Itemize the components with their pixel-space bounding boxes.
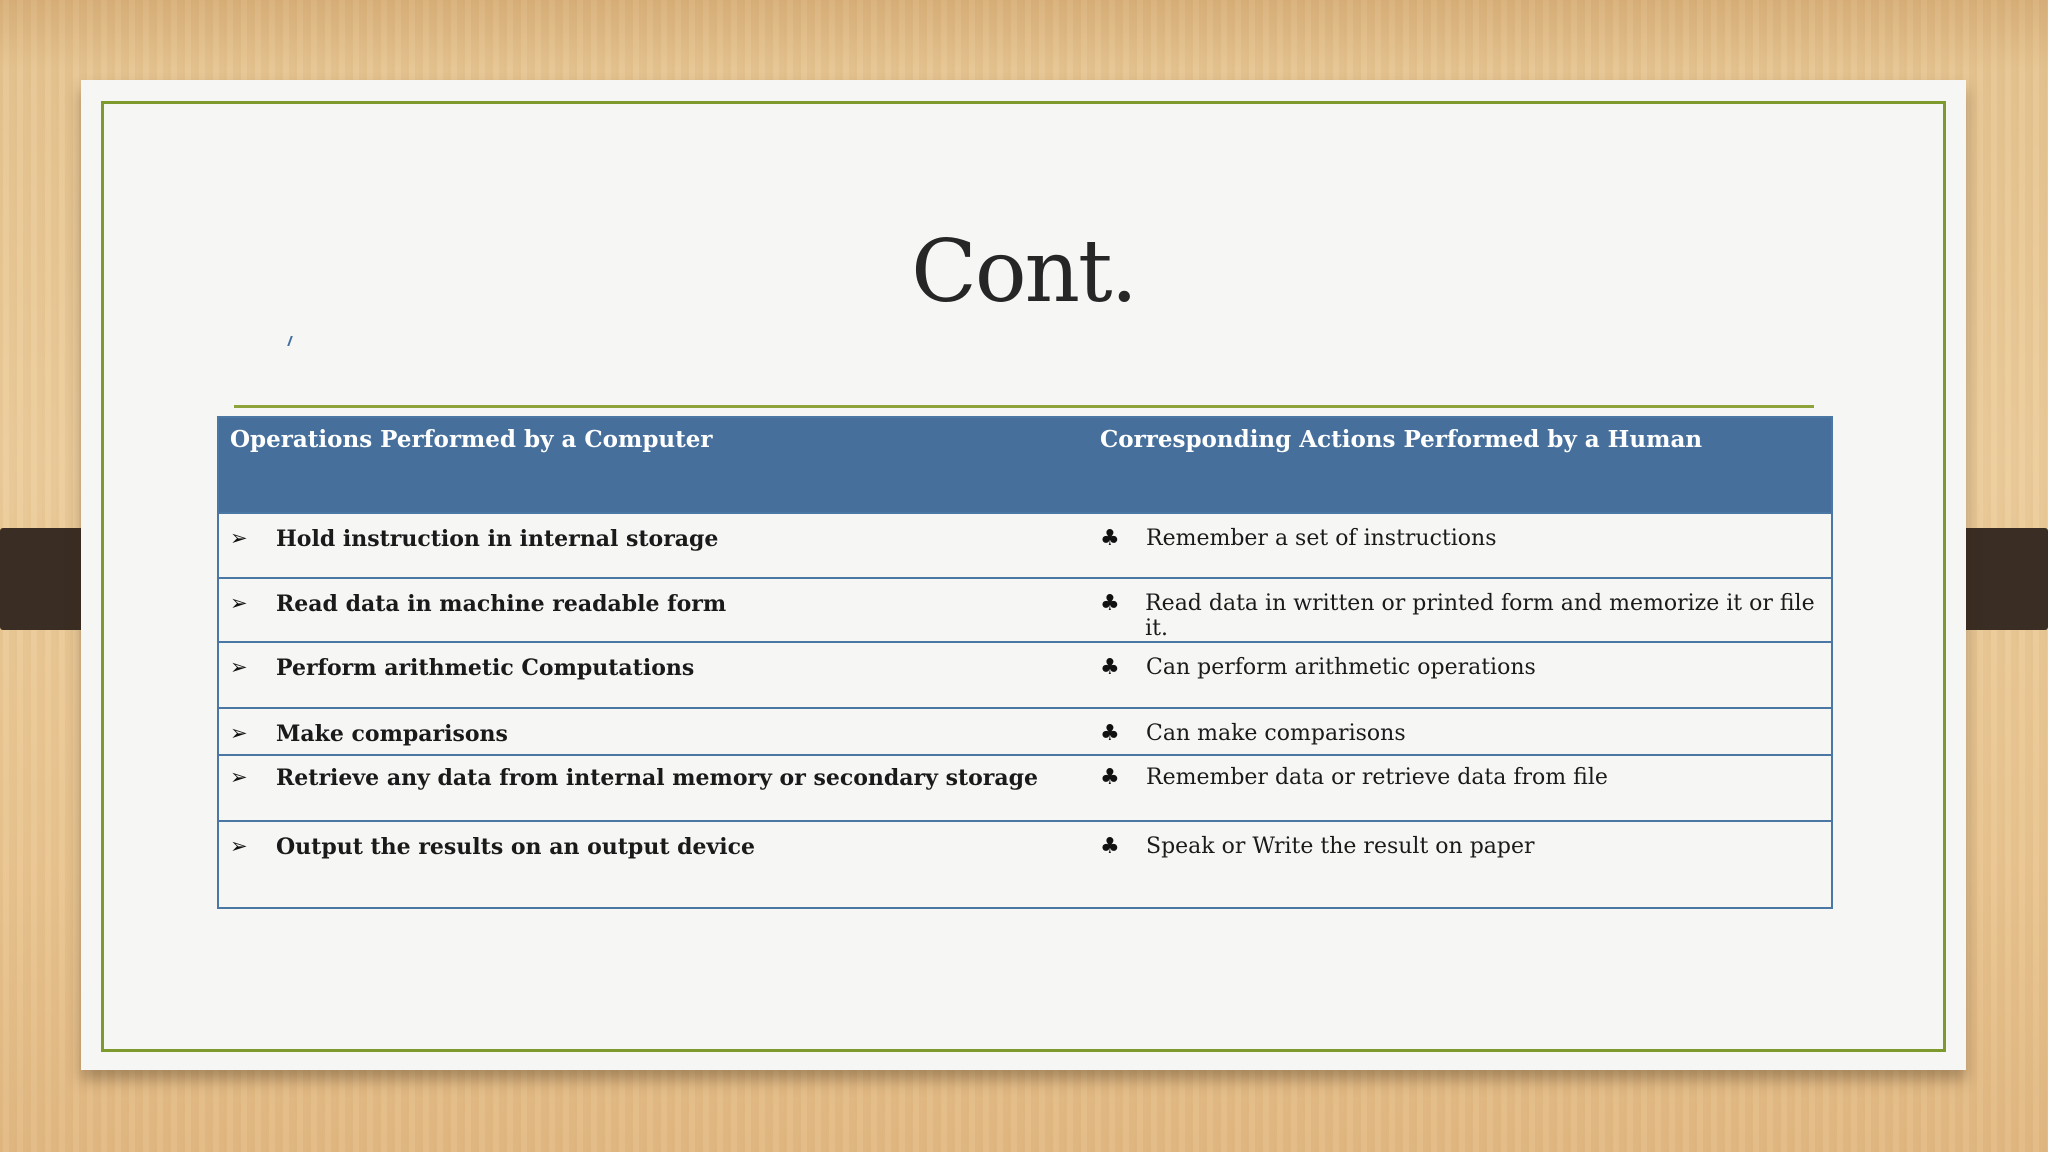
computer-operation: Retrieve any data from internal memory or secondary storage bbox=[276, 765, 1039, 791]
club-bullet-icon: ♣ bbox=[1100, 655, 1120, 680]
club-bullet-icon: ♣ bbox=[1100, 526, 1120, 551]
computer-operation: Hold instruction in internal storage bbox=[276, 526, 719, 552]
table-row bbox=[218, 755, 1832, 821]
table-row bbox=[218, 513, 1832, 578]
computer-operation: Output the results on an output device bbox=[276, 834, 756, 860]
human-action: Can make comparisons bbox=[1146, 721, 1406, 746]
slide-title: Cont. bbox=[911, 222, 1136, 322]
table-row bbox=[218, 708, 1832, 755]
arrow-bullet-icon: ➢ bbox=[230, 765, 248, 789]
table-header-row bbox=[218, 417, 1832, 513]
table-row bbox=[218, 821, 1832, 908]
club-bullet-icon: ♣ bbox=[1100, 765, 1120, 790]
arrow-bullet-icon: ➢ bbox=[230, 655, 248, 679]
computer-operation: Read data in machine readable form bbox=[276, 591, 727, 617]
title-divider bbox=[234, 405, 1814, 408]
human-action: Speak or Write the result on paper bbox=[1146, 834, 1535, 859]
header-computer-operations: Operations Performed by a Computer bbox=[218, 417, 1089, 513]
arrow-bullet-icon: ➢ bbox=[230, 591, 248, 615]
table-row bbox=[218, 578, 1832, 642]
human-action: Remember data or retrieve data from file bbox=[1146, 765, 1608, 790]
computer-operation: Make comparisons bbox=[276, 721, 508, 747]
arrow-bullet-icon: ➢ bbox=[230, 834, 248, 858]
club-bullet-icon: ♣ bbox=[1100, 834, 1120, 859]
computer-operation: Perform arithmetic Computations bbox=[276, 655, 695, 681]
human-action: Read data in written or printed form and memorize it or file it. bbox=[1145, 591, 1815, 641]
table-row bbox=[218, 642, 1832, 708]
club-bullet-icon: ♣ bbox=[1100, 721, 1120, 746]
operations-table bbox=[217, 416, 1833, 909]
arrow-bullet-icon: ➢ bbox=[230, 526, 248, 550]
header-human-actions: Corresponding Actions Performed by a Human bbox=[1089, 417, 1832, 513]
arrow-bullet-icon: ➢ bbox=[230, 721, 248, 745]
human-action: Can perform arithmetic operations bbox=[1146, 655, 1536, 680]
slide bbox=[81, 80, 1966, 1070]
club-bullet-icon: ♣ bbox=[1100, 591, 1120, 616]
human-action: Remember a set of instructions bbox=[1146, 526, 1497, 551]
